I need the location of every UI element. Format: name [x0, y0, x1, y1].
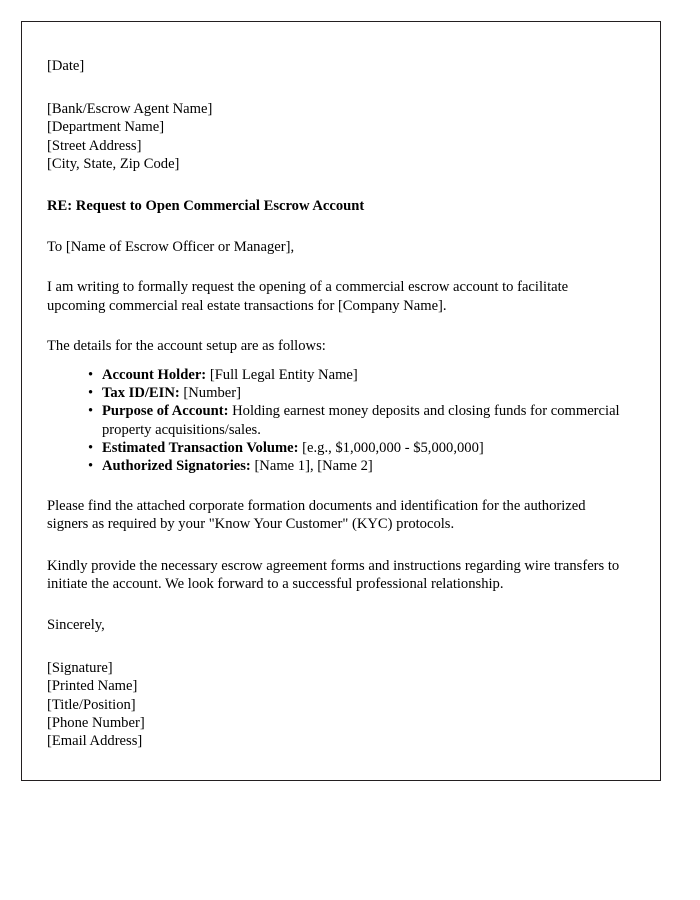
details-lead-in: The details for the account setup are as follows: [47, 337, 326, 354]
recipient-address-block [47, 100, 622, 173]
detail-value: [e.g., $1,000,000 - $5,000,000] [302, 439, 484, 456]
detail-value: [Full Legal Entity Name] [209, 367, 358, 384]
salutation: To [Name of Escrow Officer or Manager], [47, 239, 295, 256]
subject-line: RE: Request to Open Commercial Escrow Account [47, 198, 365, 215]
signature-line: [Phone Number] [47, 714, 145, 731]
kyc-paragraph: Please find the attached corporate formation documents and identification for the authorized signers as required by your "Know Your Customer" (KYC) protocols. [47, 498, 586, 533]
detail-label: Purpose of Account: [102, 403, 229, 420]
list-item [88, 439, 622, 457]
detail-value: [Number] [183, 385, 241, 402]
document-page [21, 21, 661, 781]
list-item [88, 366, 622, 384]
intro-paragraph: I am writing to formally request the opening of a commercial escrow account to facilitate upcoming commercial real estate transactions for [Company Name]. [47, 279, 569, 314]
document-body [22, 22, 660, 750]
recipient-address-line: [Bank/Escrow Agent Name] [47, 101, 213, 118]
signature-block [47, 659, 622, 750]
detail-label: Estimated Transaction Volume: [102, 439, 299, 456]
date-placeholder: [Date] [47, 58, 85, 74]
recipient-address-line: [Department Name] [47, 119, 165, 136]
sign-off: Sincerely, [47, 617, 105, 634]
detail-label: Authorized Signatories: [102, 458, 251, 475]
detail-value: Holding earnest money deposits and closing funds for commercial property acquisitions/sales. [102, 403, 620, 438]
signature-line: [Signature] [47, 660, 113, 677]
recipient-address-line: [Street Address] [47, 137, 142, 154]
detail-label: Account Holder: [102, 367, 207, 384]
detail-value: [Name 1], [Name 2] [254, 458, 373, 475]
account-details-list [47, 366, 622, 475]
recipient-address-line: [City, State, Zip Code] [47, 155, 180, 172]
signature-line: [Title/Position] [47, 696, 136, 713]
detail-label: Tax ID/EIN: [102, 385, 180, 402]
list-item [88, 384, 622, 402]
signature-line: [Email Address] [47, 733, 143, 750]
list-item [88, 402, 622, 438]
signature-line: [Printed Name] [47, 678, 138, 695]
list-item [88, 457, 622, 475]
closing-paragraph: Kindly provide the necessary escrow agreement forms and instructions regarding wire transfers to initiate the account. We look forward to a successful professional relationship. [47, 557, 620, 592]
